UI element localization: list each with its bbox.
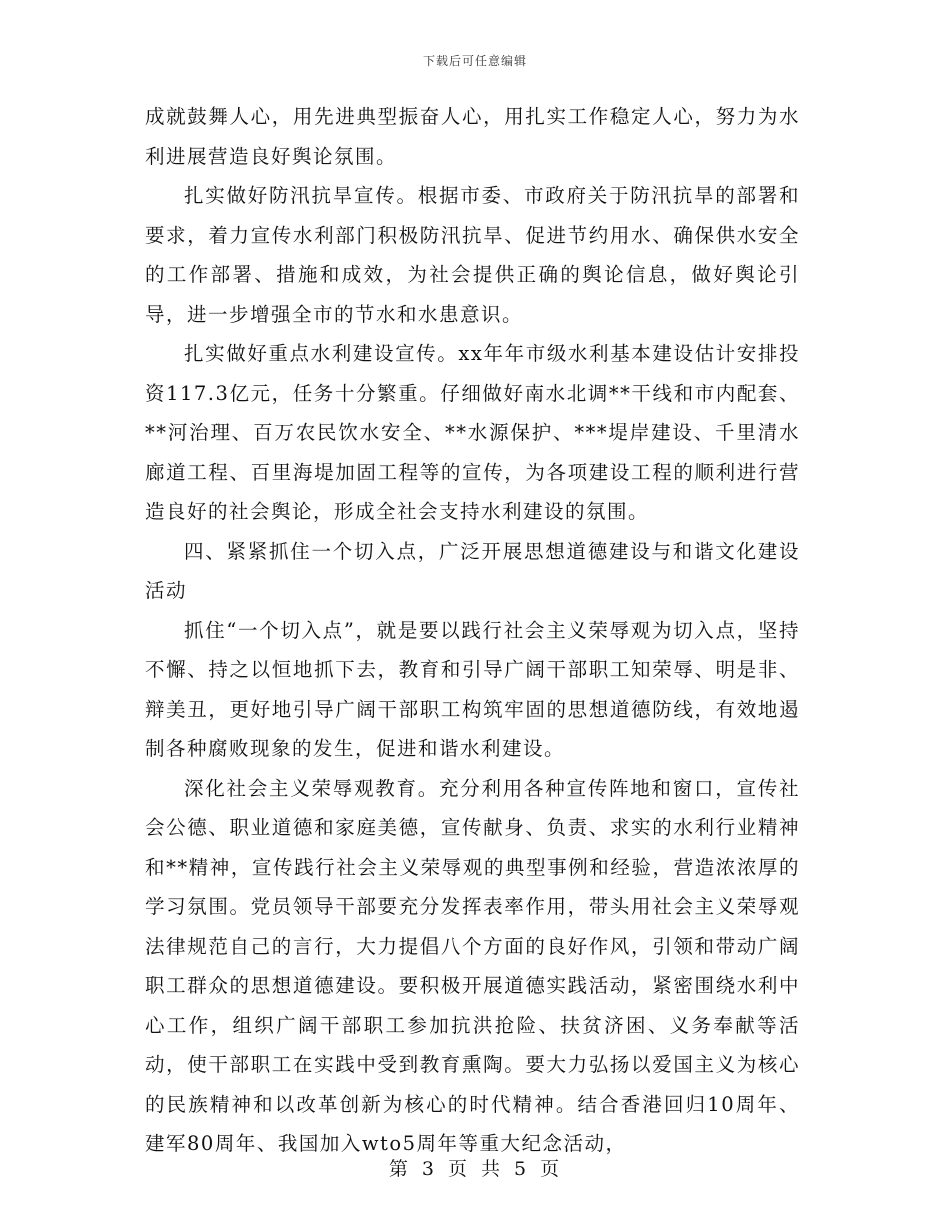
document-body xyxy=(145,97,800,1164)
paragraph-2: 扎实做好防汛抗旱宣传。根据市委、市政府关于防汛抗旱的部署和要求，着力宣传水利部门积极防汛抗旱、促进节约用水、确保供水安全的工作部署、措施和成效，为社会提供正确的舆论信息，做好舆论引导，进一步增强全市的节水和水患意识。 xyxy=(145,184,800,326)
paragraph-5: 抓住“一个切入点”，就是要以践行社会主义荣辱观为切入点，坚持不懈、持之以恒地抓下去，教育和引导广阔干部职工知荣辱、明是非、辩美丑，更好地引导广阔干部职工构筑牢固的思想道德防线，有效地遏制各种腐败现象的发生，促进和谐水利建设。 xyxy=(145,618,800,760)
page-footer: 第 3 页 共 5 页 xyxy=(388,1158,562,1180)
section-heading: 四、紧紧抓住一个切入点，广泛开展思想道德建设与和谐文化建设活动 xyxy=(145,539,800,602)
paragraph-6: 深化社会主义荣辱观教育。充分利用各种宣传阵地和窗口，宣传社会公德、职业道德和家庭美德，宣传献身、负责、求实的水利行业精神和**精神，宣传践行社会主义荣辱观的典型事例和经验，营造浓浓厚的学习氛围。党员领导干部要充分发挥表率作用，带头用社会主义荣辱观法律规范自己的言行，大力提倡八个方面的良好作风，引领和带动广阔职工群众的思想道德建设。要积极开展道德实践活动，紧密围绕水利中心工作，组织广阔干部职工参加抗洪抢险、扶贫济困、义务奉献等活动，使干部职工在实践中受到教育熏陶。要大力弘扬以爱国主义为核心的民族精神和以改革创新为核心的时代精神。结合香港回归10周年、建军80周年、我国加入wto5周年等重大纪念活动， xyxy=(145,776,800,1155)
page-header: 下载后可任意编辑 xyxy=(422,54,527,68)
paragraph-3: 扎实做好重点水利建设宣传。xx年年市级水利基本建设估计安排投资117.3亿元，任务十分繁重。仔细做好南水北调**干线和市内配套、**河治理、百万农民饮水安全、**水源保护、***堤岸建设、千里清水廊道工程、百里海堤加固工程等的宣传，为各项建设工程的顺利进行营造良好的社会舆论，形成全社会支持水利建设的氛围。 xyxy=(145,342,800,523)
paragraph-1: 成就鼓舞人心，用先进典型振奋人心，用扎实工作稳定人心，努力为水利进展营造良好舆论氛围。 xyxy=(145,105,800,168)
